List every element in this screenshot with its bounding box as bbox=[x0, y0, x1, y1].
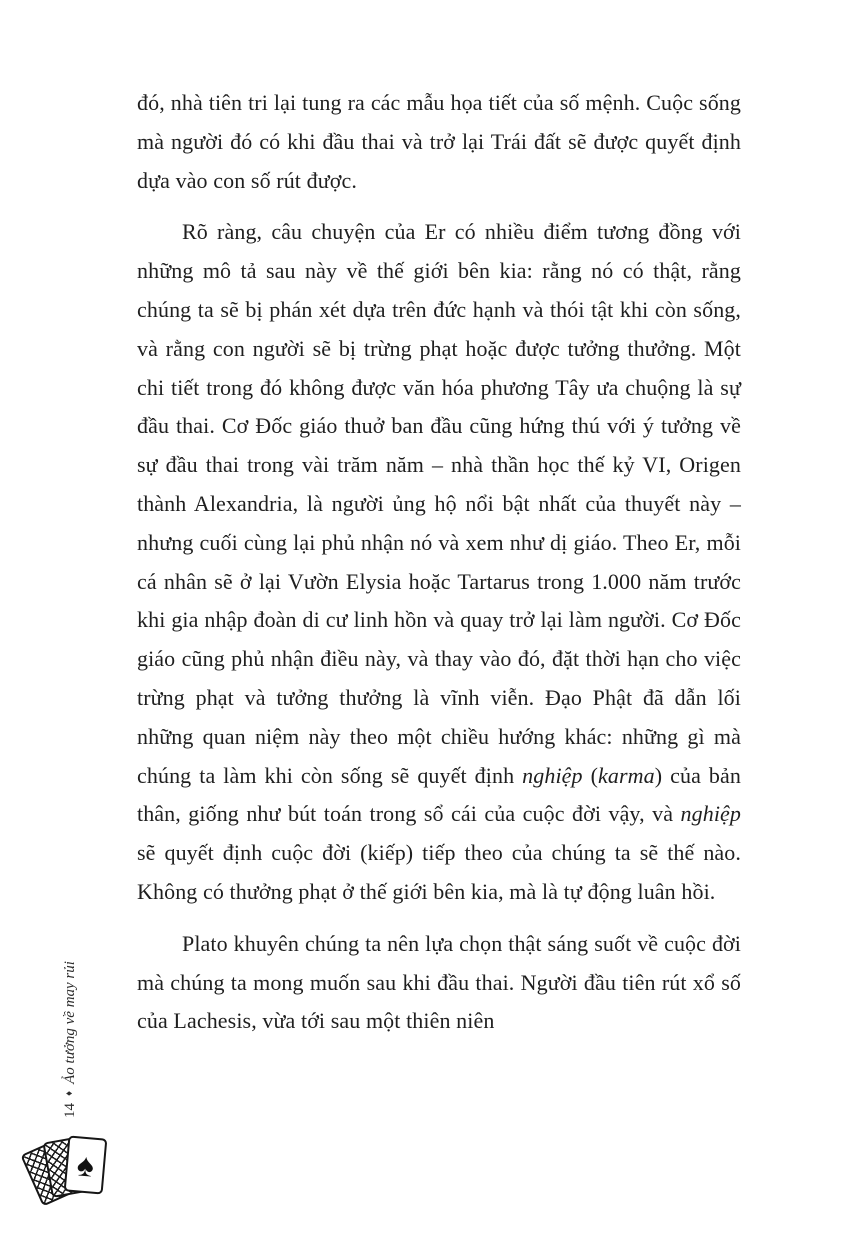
page-number: 14 bbox=[62, 1103, 78, 1118]
paragraph bbox=[137, 925, 741, 1041]
book-title: Ảo tưởng về may rủi bbox=[62, 961, 78, 1084]
spade-icon: ♠ bbox=[75, 1145, 96, 1184]
italic-text: nghiệp bbox=[522, 762, 583, 788]
paragraph bbox=[137, 213, 741, 911]
text-block bbox=[137, 84, 741, 1054]
italic-text: nghiệp bbox=[680, 801, 741, 827]
body-text: đó, nhà tiên tri lại tung ra các mẫu họa tiết của số mệnh. Cuộc sống mà người đó có khi đầu thai và trở lại Trái đất sẽ được quyết định dựa vào con số rút được. bbox=[137, 90, 741, 193]
body-text: ( bbox=[582, 762, 599, 788]
italic-text: karma bbox=[598, 762, 655, 788]
running-head bbox=[62, 961, 79, 1118]
diamond-icon: ♦ bbox=[64, 1090, 75, 1096]
body-text: sẽ quyết định cuộc đời (kiếp) tiếp theo của chúng ta sẽ thế nào. Không có thưởng phạt ở thế giới bên kia, mà là tự động luân hồi. bbox=[137, 840, 741, 904]
paragraph bbox=[137, 84, 741, 200]
body-text: ) của bản thân, giống như bút toán trong sổ cái của cuộc đời vậy, và bbox=[137, 762, 741, 827]
spade-card-icon bbox=[64, 1135, 108, 1194]
playing-cards-icon bbox=[28, 1130, 128, 1225]
body-text: Rõ ràng, câu chuyện của Er có nhiều điểm tương đồng với những mô tả sau này về thế giới bên kia: rằng nó có thật, rằng chúng ta sẽ bị phán xét dựa trên đức hạnh và thói tật khi còn sống, và rằng con người sẽ bị trừng phạt hoặc được tưởng thưởng. Một chi tiết trong đó không được văn hóa phương Tây ưa chuộng là sự đầu thai. Cơ Đốc giáo thuở ban đầu cũng hứng thú với ý tưởng về sự đầu thai trong vài trăm năm – nhà thần học thế kỷ VI, Origen thành Alexandria, là người ủng hộ nổi bật nhất của thuyết này – nhưng cuối cùng lại phủ nhận nó và xem như dị giáo. Theo Er, mỗi cá nhân sẽ ở lại Vườn Elysia hoặc Tartarus trong 1.000 năm trước khi gia nhập đoàn di cư linh hồn và quay trở lại làm người. Cơ Đốc giáo cũng phủ nhận điều này, và thay vào đó, đặt thời hạn cho việc trừng phạt và tưởng thưởng là vĩnh viễn. Đạo Phật đã dẫn lối những quan niệm này theo một chiều hướng khác: những gì mà chúng ta làm khi còn sống sẽ quyết định bbox=[137, 219, 741, 788]
body-text: Plato khuyên chúng ta nên lựa chọn thật sáng suốt về cuộc đời mà chúng ta mong muốn sau khi đầu thai. Người đầu tiên rút xổ số của Lachesis, vừa tới sau một thiên niên bbox=[137, 930, 741, 1034]
